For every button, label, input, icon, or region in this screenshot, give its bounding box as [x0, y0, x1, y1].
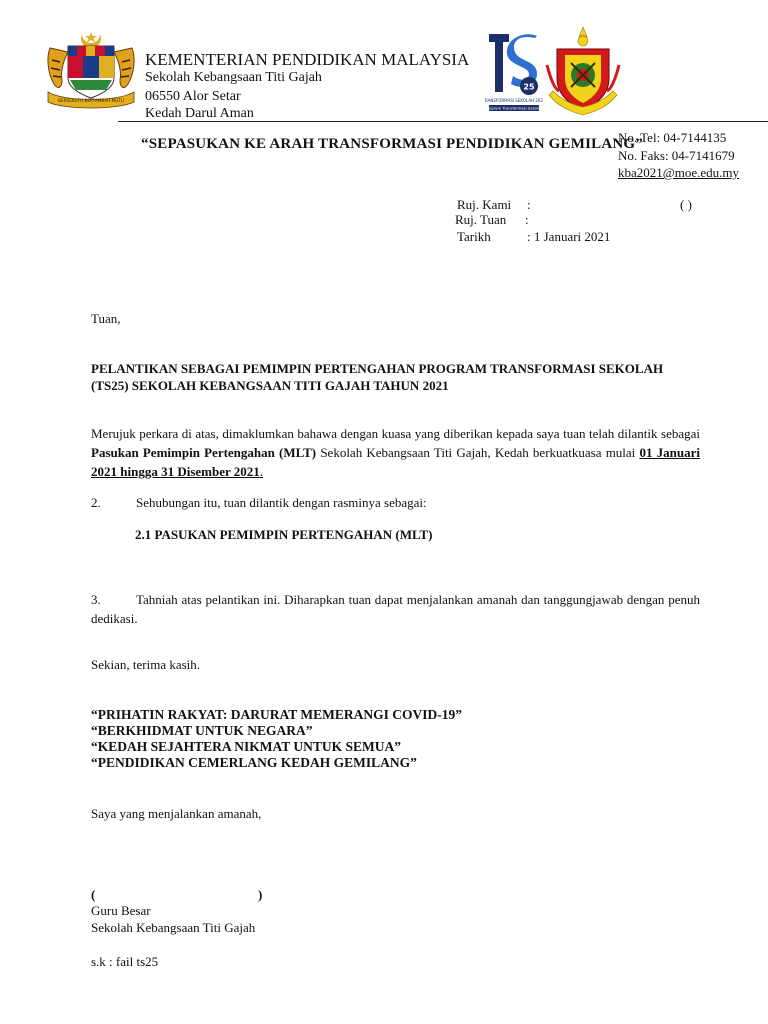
slogan-1: “PRIHATIN RAKYAT: DARURAT MEMERANGI COVID-19” [91, 707, 463, 722]
ref-kami-row [457, 197, 531, 212]
ts25-caption-top: TRANSFORMASI SEKOLAH 2025 [485, 98, 543, 103]
signature-open-bracket: ( [91, 887, 96, 902]
date-label: Tarikh [457, 229, 491, 244]
signatory-school: Sekolah Kebangsaan Titi Gajah [91, 920, 256, 935]
ref-kami-label: Ruj. Kami [457, 197, 512, 212]
trust-line: Saya yang menjalankan amanah, [91, 806, 262, 821]
p1-role: Pasukan Pemimpin Pertengahan (MLT) [91, 445, 317, 460]
signature-close-bracket: ) [258, 887, 263, 902]
slogan-4: “PENDIDIKAN CEMERLANG KEDAH GEMILANG” [91, 755, 417, 770]
school-motto: “SEPASUKAN KE ARAH TRANSFORMASI PENDIDIKAN GEMILANG” [141, 136, 643, 152]
school-crest-logo [545, 25, 621, 117]
letter-subject: PELANTIKAN SEBAGAI PEMIMPIN PERTENGAHAN PROGRAM TRANSFORMASI SEKOLAH (TS25) SEKOLAH KEBANGSAAN TITI GAJAH TAHUN 2021 [91, 361, 664, 393]
date-value: : 1 Januari 2021 [527, 229, 611, 244]
ministry-title: KEMENTERIAN PENDIDIKAN MALAYSIA [145, 50, 470, 69]
ts25-number: 25 [523, 82, 535, 92]
ref-kami-value: : [527, 197, 531, 212]
p1-text-a: Merujuk perkara di atas, dimaklumkan bahawa dengan kuasa yang diberikan kepada saya tuan telah dilantik sebagai [91, 426, 700, 441]
coat-of-arms-logo [44, 30, 138, 110]
paragraph-3-text: Tahniah atas pelantikan ini. Diharapkan tuan dapat menjalankan amanah dan tanggungjawab dengan penuh dedikasi. [91, 592, 700, 626]
salutation: Tuan, [91, 311, 121, 326]
p1-end: . [259, 464, 264, 479]
telephone-number: No. Tel: 04-7144135 [618, 130, 727, 145]
ref-tuan-value: : [525, 212, 529, 227]
closing-line: Sekian, terima kasih. [91, 657, 201, 672]
paragraph-2-number: 2. [91, 495, 101, 510]
appointment-item: 2.1 PASUKAN PEMIMPIN PERTENGAHAN (MLT) [135, 527, 433, 542]
address-line-1: Sekolah Kebangsaan Titi Gajah [145, 70, 322, 85]
address-line-2: 06550 Alor Setar [145, 89, 241, 104]
coat-motto-text: BERSEKUTU BERTAMBAH MUTU [58, 98, 124, 103]
p1-period: 01 Januari 2021 hingga 31 Disember 2021 [91, 445, 701, 479]
slogan-2: “BERKHIDMAT UNTUK NEGARA” [91, 723, 313, 738]
paragraph-1 [91, 424, 700, 481]
paragraph-3 [91, 590, 700, 628]
p1-text-c: Sekolah Kebangsaan Titi Gajah, Kedah berkuatkuasa mulai [316, 445, 640, 460]
copy-to-note: s.k : fail ts25 [91, 954, 159, 969]
ts25-logo [485, 30, 543, 112]
fax-number: No. Faks: 04-7141679 [618, 148, 735, 163]
ref-tuan-row [455, 212, 529, 227]
header-divider [118, 121, 768, 122]
date-row [457, 229, 610, 244]
ts25-caption: Program Transformasi Sekolah [485, 105, 543, 111]
ref-tuan-label: Ruj. Tuan [455, 212, 507, 227]
slogan-3: “KEDAH SEJAHTERA NIKMAT UNTUK SEMUA” [91, 739, 402, 754]
paragraph-3-number: 3. [91, 592, 101, 607]
slogan-block [91, 707, 462, 771]
signatory-title: Guru Besar [91, 903, 151, 918]
paragraph-2: Sehubungan itu, tuan dilantik dengan rasminya sebagai: [136, 495, 427, 510]
email-link[interactable]: kba2021@moe.edu.my [618, 165, 740, 180]
ref-kami-paren: ( ) [680, 197, 692, 212]
address-line-3: Kedah Darul Aman [145, 106, 254, 121]
